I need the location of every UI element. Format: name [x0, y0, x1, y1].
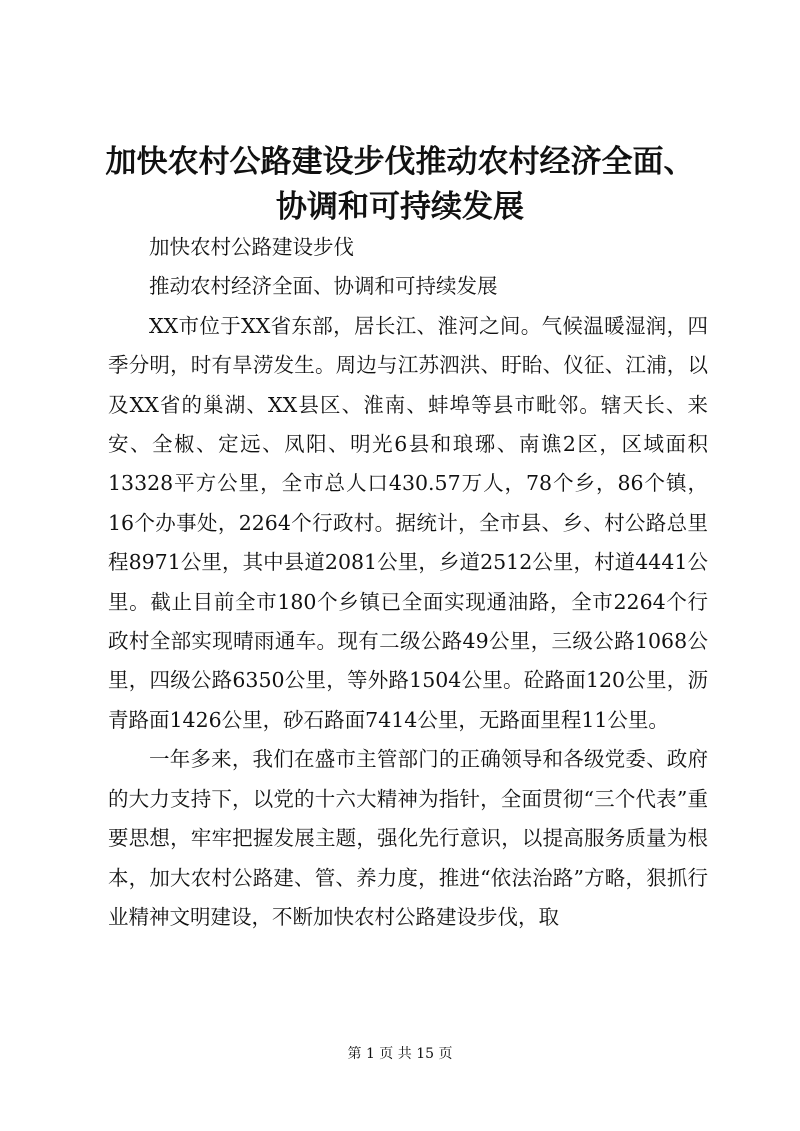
document-body — [108, 228, 708, 937]
page-footer: 第 1 页 共 15 页 — [347, 1046, 453, 1062]
body-paragraph: 一年多来，我们在盛市主管部门的正确领导和各级党委、政府的大力支持下，以党的十六大精神为指针，全面贯彻“三个代表”重要思想，牢牢把握发展主题，强化先行意识，以提高服务质量为根本，加大农村公路建、管、养力度，推进“依法治路”方略，狠抓行业精神文明建设，不断加快农村公路建设步伐，取 — [108, 747, 708, 929]
document-title: 加快农村公路建设步伐推动农村经济全面、协调和可持续发展 — [105, 144, 695, 225]
subtitle-line-1: 加快农村公路建设步伐 — [149, 235, 354, 259]
subtitle-line-2: 推动农村经济全面、协调和可持续发展 — [149, 274, 498, 299]
body-paragraph: XX市位于XX省东部，居长江、淮河之间。气候温暖湿润，四季分明，时有旱涝发生。周边与江苏泗洪、盱眙、仪征、江浦，以及XX省的巢湖、XX县区、淮南、蚌埠等县市毗邻。辖天长、来安、全椒、定远、凤阳、明光6县和琅琊、南谯2区，区域面积13328平方公里，全市总人口430.57万人，78个乡，86个镇，16个办事处，2264个行政村。据统计，全市县、乡、村公路总里程8971公里，其中县道2081公里，乡道2512公里，村道4441公里。截止目前全市180个乡镇已全面实现通油路，全市2264个行政村全部实现晴雨通车。现有二级公路49公里，三级公路1068公里，四级公路6350公里，等外路1504公里。砼路面120公里，沥青路面1426公里，砂石路面7414公里，无路面里程11公里。 — [108, 313, 708, 732]
